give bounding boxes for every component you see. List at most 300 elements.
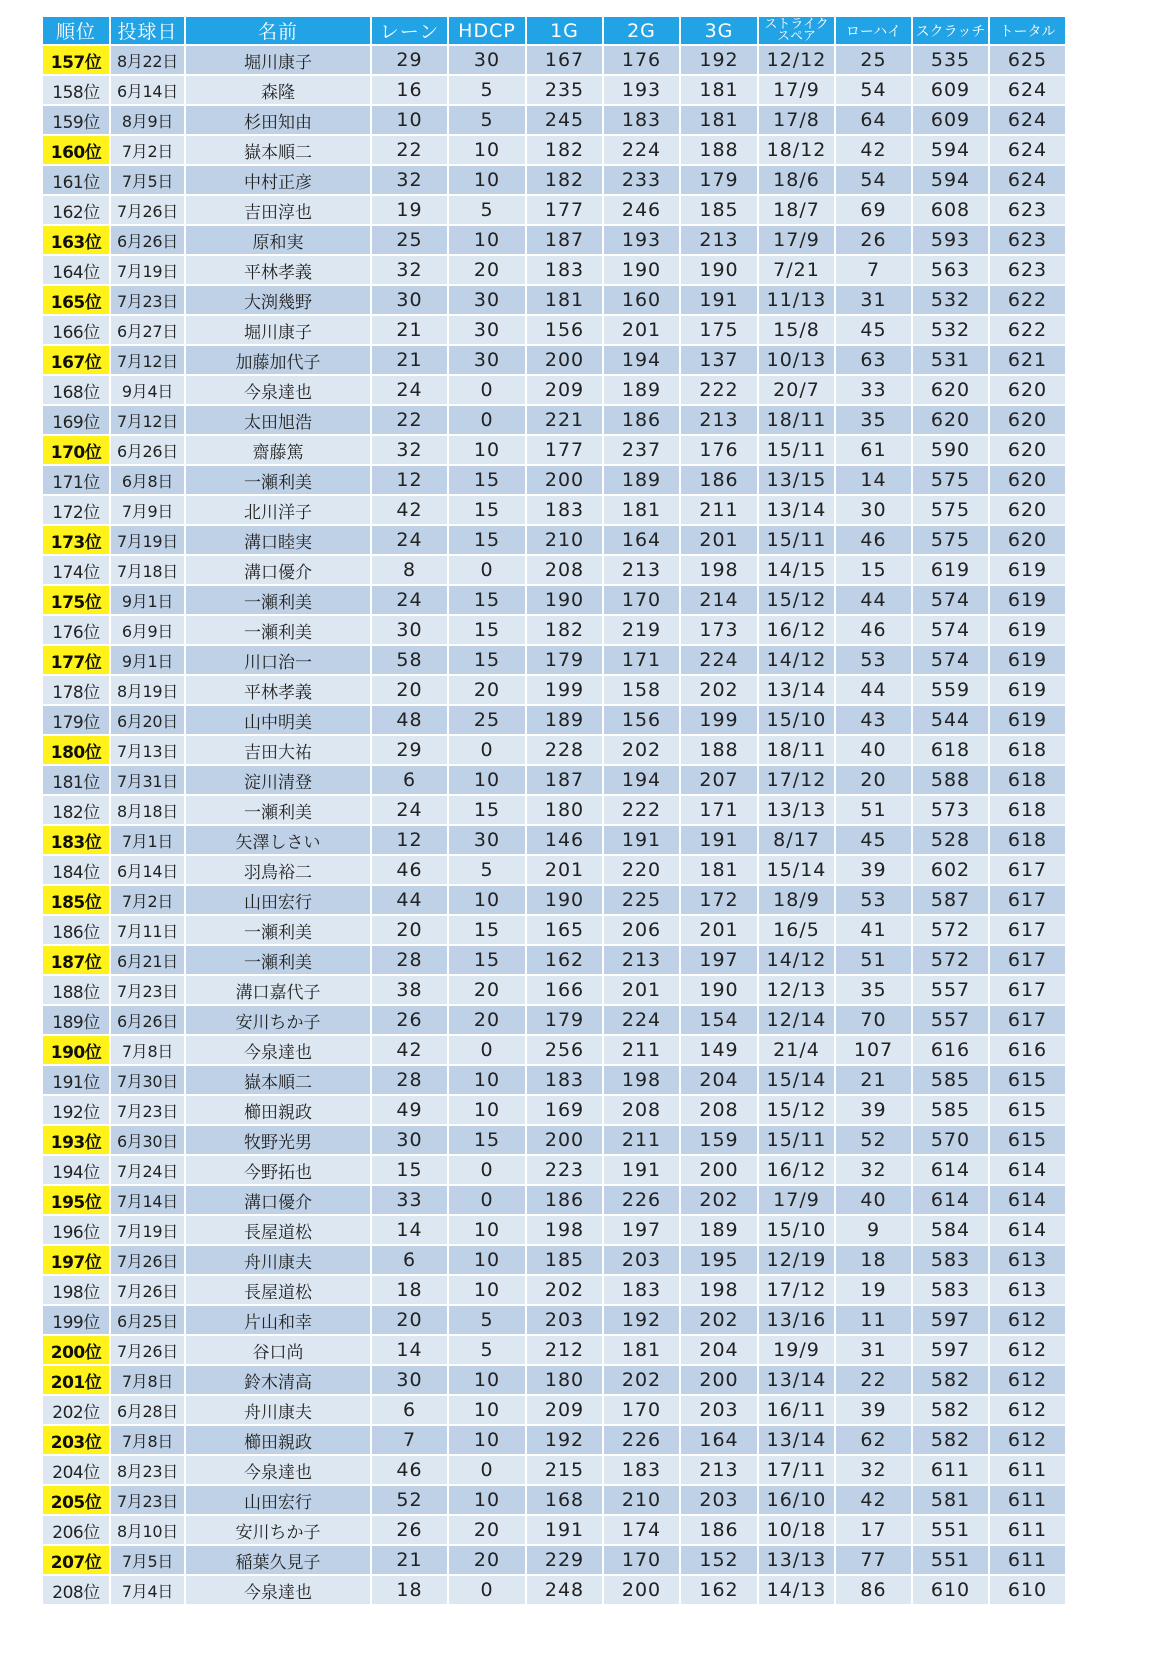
game2-cell: 181 (603, 495, 680, 525)
lane-cell: 32 (371, 165, 448, 195)
game1-cell: 180 (526, 1365, 603, 1395)
scratch-cell: 614 (912, 1185, 989, 1215)
date-cell: 6月20日 (110, 705, 185, 735)
name-cell: 櫛田親政 (185, 1095, 371, 1125)
total-cell: 619 (989, 555, 1066, 585)
game3-cell: 171 (680, 795, 758, 825)
date-cell: 8月18日 (110, 795, 185, 825)
name-cell: 北川洋子 (185, 495, 371, 525)
table-row (43, 585, 1146, 615)
date-cell: 7月5日 (110, 1545, 185, 1575)
hdcp-cell: 10 (448, 885, 526, 915)
name-cell: 安川ちか子 (185, 1005, 371, 1035)
name-cell: 稲葉久見子 (185, 1545, 371, 1575)
date-cell: 7月1日 (110, 825, 185, 855)
game3-cell: 204 (680, 1335, 758, 1365)
date-cell: 7月2日 (110, 885, 185, 915)
rank-cell: 196位 (43, 1215, 110, 1245)
scratch-cell: 609 (912, 105, 989, 135)
rank-cell: 180位 (43, 735, 110, 765)
game2-cell: 176 (603, 45, 680, 75)
scratch-cell: 620 (912, 375, 989, 405)
hdcp-cell: 30 (448, 45, 526, 75)
name-cell: 今泉達也 (185, 375, 371, 405)
game3-cell: 204 (680, 1065, 758, 1095)
lowhigh-cell: 40 (835, 735, 912, 765)
name-cell: 杉田知由 (185, 105, 371, 135)
game3-cell: 191 (680, 285, 758, 315)
total-cell: 623 (989, 225, 1066, 255)
total-cell: 624 (989, 135, 1066, 165)
scratch-cell: 588 (912, 765, 989, 795)
game2-cell: 181 (603, 1335, 680, 1365)
table-row (43, 915, 1146, 945)
game2-cell: 170 (603, 585, 680, 615)
name-cell: 山田宏行 (185, 885, 371, 915)
date-cell: 7月12日 (110, 405, 185, 435)
date-cell: 7月19日 (110, 1215, 185, 1245)
lane-cell: 42 (371, 495, 448, 525)
hdcp-cell: 15 (448, 915, 526, 945)
strike-spare-cell: 17/11 (758, 1455, 835, 1485)
total-cell: 611 (989, 1455, 1066, 1485)
name-cell: 平林孝義 (185, 255, 371, 285)
total-cell: 620 (989, 405, 1066, 435)
lowhigh-cell: 45 (835, 315, 912, 345)
rank-cell: 175位 (43, 585, 110, 615)
lowhigh-cell: 41 (835, 915, 912, 945)
date-cell: 6月30日 (110, 1125, 185, 1155)
strike-spare-cell: 15/11 (758, 435, 835, 465)
total-cell: 617 (989, 1005, 1066, 1035)
rank-cell: 195位 (43, 1185, 110, 1215)
total-cell: 612 (989, 1395, 1066, 1425)
game1-cell: 191 (526, 1515, 603, 1545)
table-row (43, 1545, 1146, 1575)
rank-cell: 192位 (43, 1095, 110, 1125)
name-cell: 嶽本順二 (185, 135, 371, 165)
strike-spare-cell: 18/12 (758, 135, 835, 165)
game1-cell: 256 (526, 1035, 603, 1065)
table-row (43, 555, 1146, 585)
lowhigh-cell: 14 (835, 465, 912, 495)
game3-cell: 190 (680, 255, 758, 285)
rank-cell: 171位 (43, 465, 110, 495)
hdcp-cell: 0 (448, 735, 526, 765)
total-cell: 614 (989, 1155, 1066, 1185)
table-row (43, 1365, 1146, 1395)
hdcp-cell: 15 (448, 795, 526, 825)
lane-cell: 8 (371, 555, 448, 585)
table-row (43, 1215, 1146, 1245)
name-cell: 嶽本順二 (185, 1065, 371, 1095)
game3-cell: 202 (680, 1305, 758, 1335)
lane-cell: 7 (371, 1425, 448, 1455)
hdcp-cell: 10 (448, 1065, 526, 1095)
table-row (43, 345, 1146, 375)
strike-spare-cell: 17/8 (758, 105, 835, 135)
game3-cell: 191 (680, 825, 758, 855)
game3-cell: 188 (680, 735, 758, 765)
table-row (43, 1125, 1146, 1155)
game3-cell: 207 (680, 765, 758, 795)
date-cell: 6月26日 (110, 225, 185, 255)
lowhigh-cell: 39 (835, 1395, 912, 1425)
strike-spare-cell: 16/5 (758, 915, 835, 945)
date-cell: 7月8日 (110, 1425, 185, 1455)
strike-spare-cell: 15/11 (758, 525, 835, 555)
game3-cell: 152 (680, 1545, 758, 1575)
date-cell: 7月26日 (110, 1335, 185, 1365)
hdcp-cell: 5 (448, 1335, 526, 1365)
rank-cell: 194位 (43, 1155, 110, 1185)
rank-cell: 188位 (43, 975, 110, 1005)
game2-cell: 193 (603, 75, 680, 105)
lane-cell: 28 (371, 945, 448, 975)
lane-cell: 20 (371, 1305, 448, 1335)
table-row (43, 615, 1146, 645)
date-cell: 6月26日 (110, 435, 185, 465)
game1-cell: 187 (526, 225, 603, 255)
rank-cell: 172位 (43, 495, 110, 525)
rank-cell: 157位 (43, 45, 110, 75)
scratch-cell: 559 (912, 675, 989, 705)
game2-cell: 186 (603, 405, 680, 435)
rank-cell: 205位 (43, 1485, 110, 1515)
game3-cell: 186 (680, 1515, 758, 1545)
lowhigh-cell: 51 (835, 795, 912, 825)
scratch-cell: 597 (912, 1335, 989, 1365)
game3-cell: 189 (680, 1215, 758, 1245)
hdcp-cell: 5 (448, 855, 526, 885)
header-scratch: スクラッチ (912, 17, 989, 45)
scratch-cell: 557 (912, 975, 989, 1005)
game1-cell: 229 (526, 1545, 603, 1575)
table-row (43, 285, 1146, 315)
name-cell: 安川ちか子 (185, 1515, 371, 1545)
game2-cell: 200 (603, 1575, 680, 1605)
date-cell: 8月22日 (110, 45, 185, 75)
total-cell: 611 (989, 1515, 1066, 1545)
game2-cell: 226 (603, 1185, 680, 1215)
game2-cell: 190 (603, 255, 680, 285)
strike-spare-cell: 21/4 (758, 1035, 835, 1065)
lowhigh-cell: 61 (835, 435, 912, 465)
hdcp-cell: 10 (448, 1365, 526, 1395)
lowhigh-cell: 11 (835, 1305, 912, 1335)
total-cell: 620 (989, 525, 1066, 555)
game1-cell: 183 (526, 1065, 603, 1095)
table-row (43, 1095, 1146, 1125)
header-date: 投球日 (110, 17, 185, 45)
table-row (43, 405, 1146, 435)
scratch-cell: 602 (912, 855, 989, 885)
lane-cell: 52 (371, 1485, 448, 1515)
scratch-cell: 572 (912, 945, 989, 975)
game1-cell: 198 (526, 1215, 603, 1245)
date-cell: 7月5日 (110, 165, 185, 195)
game1-cell: 203 (526, 1305, 603, 1335)
total-cell: 617 (989, 885, 1066, 915)
rank-cell: 183位 (43, 825, 110, 855)
game3-cell: 137 (680, 345, 758, 375)
game2-cell: 225 (603, 885, 680, 915)
name-cell: 今泉達也 (185, 1455, 371, 1485)
lane-cell: 16 (371, 75, 448, 105)
hdcp-cell: 10 (448, 1395, 526, 1425)
game1-cell: 156 (526, 315, 603, 345)
strike-spare-cell: 18/11 (758, 735, 835, 765)
rank-cell: 179位 (43, 705, 110, 735)
strike-spare-cell: 18/6 (758, 165, 835, 195)
rank-cell: 160位 (43, 135, 110, 165)
hdcp-cell: 10 (448, 1095, 526, 1125)
game1-cell: 221 (526, 405, 603, 435)
scratch-cell: 581 (912, 1485, 989, 1515)
lane-cell: 30 (371, 1125, 448, 1155)
scratch-cell: 575 (912, 465, 989, 495)
hdcp-cell: 15 (448, 495, 526, 525)
scratch-cell: 570 (912, 1125, 989, 1155)
rank-cell: 184位 (43, 855, 110, 885)
scratch-cell: 587 (912, 885, 989, 915)
total-cell: 617 (989, 975, 1066, 1005)
game2-cell: 213 (603, 945, 680, 975)
game3-cell: 197 (680, 945, 758, 975)
game3-cell: 175 (680, 315, 758, 345)
scratch-cell: 563 (912, 255, 989, 285)
game1-cell: 228 (526, 735, 603, 765)
hdcp-cell: 10 (448, 1215, 526, 1245)
game2-cell: 198 (603, 1065, 680, 1095)
name-cell: 一瀬利美 (185, 795, 371, 825)
date-cell: 7月9日 (110, 495, 185, 525)
lane-cell: 24 (371, 795, 448, 825)
strike-spare-cell: 12/19 (758, 1245, 835, 1275)
strike-spare-cell: 20/7 (758, 375, 835, 405)
game1-cell: 199 (526, 675, 603, 705)
game1-cell: 183 (526, 495, 603, 525)
game2-cell: 219 (603, 615, 680, 645)
scratch-cell: 551 (912, 1515, 989, 1545)
game1-cell: 209 (526, 375, 603, 405)
strike-spare-cell: 12/13 (758, 975, 835, 1005)
strike-spare-cell: 13/14 (758, 495, 835, 525)
lowhigh-cell: 64 (835, 105, 912, 135)
game3-cell: 203 (680, 1485, 758, 1515)
header-game3: 3G (680, 17, 758, 45)
scratch-cell: 611 (912, 1455, 989, 1485)
lane-cell: 32 (371, 435, 448, 465)
date-cell: 7月11日 (110, 915, 185, 945)
rank-cell: 173位 (43, 525, 110, 555)
name-cell: 山中明美 (185, 705, 371, 735)
hdcp-cell: 20 (448, 675, 526, 705)
hdcp-cell: 25 (448, 705, 526, 735)
game2-cell: 213 (603, 555, 680, 585)
game2-cell: 203 (603, 1245, 680, 1275)
lowhigh-cell: 70 (835, 1005, 912, 1035)
date-cell: 7月2日 (110, 135, 185, 165)
strike-spare-cell: 13/15 (758, 465, 835, 495)
table-row (43, 435, 1146, 465)
game3-cell: 211 (680, 495, 758, 525)
game1-cell: 202 (526, 1275, 603, 1305)
table-row (43, 1575, 1146, 1605)
rank-cell: 199位 (43, 1305, 110, 1335)
date-cell: 6月25日 (110, 1305, 185, 1335)
hdcp-cell: 15 (448, 1125, 526, 1155)
name-cell: 加藤加代子 (185, 345, 371, 375)
game2-cell: 183 (603, 1455, 680, 1485)
name-cell: 淀川清登 (185, 765, 371, 795)
game1-cell: 146 (526, 825, 603, 855)
name-cell: 一瀬利美 (185, 465, 371, 495)
lowhigh-cell: 32 (835, 1455, 912, 1485)
rank-cell: 163位 (43, 225, 110, 255)
game3-cell: 159 (680, 1125, 758, 1155)
total-cell: 613 (989, 1275, 1066, 1305)
lowhigh-cell: 19 (835, 1275, 912, 1305)
header-strike-label: ストライク (764, 17, 829, 32)
rank-cell: 186位 (43, 915, 110, 945)
hdcp-cell: 30 (448, 345, 526, 375)
game1-cell: 165 (526, 915, 603, 945)
lane-cell: 33 (371, 1185, 448, 1215)
total-cell: 617 (989, 855, 1066, 885)
strike-spare-cell: 16/10 (758, 1485, 835, 1515)
game3-cell: 198 (680, 555, 758, 585)
lowhigh-cell: 33 (835, 375, 912, 405)
lowhigh-cell: 42 (835, 1485, 912, 1515)
strike-spare-cell: 18/7 (758, 195, 835, 225)
total-cell: 623 (989, 195, 1066, 225)
date-cell: 6月26日 (110, 1005, 185, 1035)
game1-cell: 166 (526, 975, 603, 1005)
header-lowhigh: ローハイ (835, 17, 912, 45)
total-cell: 614 (989, 1215, 1066, 1245)
strike-spare-cell: 15/10 (758, 1215, 835, 1245)
strike-spare-cell: 13/14 (758, 1365, 835, 1395)
date-cell: 6月14日 (110, 855, 185, 885)
total-cell: 624 (989, 75, 1066, 105)
name-cell: 溝口優介 (185, 1185, 371, 1215)
total-cell: 615 (989, 1095, 1066, 1125)
strike-spare-cell: 10/13 (758, 345, 835, 375)
total-cell: 610 (989, 1575, 1066, 1605)
hdcp-cell: 10 (448, 1425, 526, 1455)
date-cell: 8月23日 (110, 1455, 185, 1485)
lowhigh-cell: 25 (835, 45, 912, 75)
header-lane: レーン (371, 17, 448, 45)
lowhigh-cell: 39 (835, 855, 912, 885)
lowhigh-cell: 31 (835, 285, 912, 315)
lowhigh-cell: 40 (835, 1185, 912, 1215)
table-row (43, 1275, 1146, 1305)
scratch-cell: 575 (912, 525, 989, 555)
game2-cell: 192 (603, 1305, 680, 1335)
game2-cell: 201 (603, 315, 680, 345)
rank-cell: 197位 (43, 1245, 110, 1275)
total-cell: 616 (989, 1035, 1066, 1065)
rank-cell: 176位 (43, 615, 110, 645)
game1-cell: 182 (526, 165, 603, 195)
total-cell: 612 (989, 1425, 1066, 1455)
hdcp-cell: 30 (448, 285, 526, 315)
name-cell: 一瀬利美 (185, 585, 371, 615)
game3-cell: 149 (680, 1035, 758, 1065)
rank-cell: 181位 (43, 765, 110, 795)
total-cell: 624 (989, 165, 1066, 195)
total-cell: 625 (989, 45, 1066, 75)
game1-cell: 182 (526, 135, 603, 165)
strike-spare-cell: 16/12 (758, 1155, 835, 1185)
lane-cell: 6 (371, 1245, 448, 1275)
game1-cell: 187 (526, 765, 603, 795)
lane-cell: 46 (371, 1455, 448, 1485)
rank-cell: 191位 (43, 1065, 110, 1095)
hdcp-cell: 30 (448, 315, 526, 345)
game2-cell: 202 (603, 735, 680, 765)
game3-cell: 213 (680, 405, 758, 435)
scratch-cell: 618 (912, 735, 989, 765)
game3-cell: 181 (680, 105, 758, 135)
game2-cell: 211 (603, 1125, 680, 1155)
name-cell: 長屋道松 (185, 1215, 371, 1245)
rank-cell: 201位 (43, 1365, 110, 1395)
lane-cell: 42 (371, 1035, 448, 1065)
hdcp-cell: 0 (448, 1575, 526, 1605)
lowhigh-cell: 31 (835, 1335, 912, 1365)
scratch-cell: 544 (912, 705, 989, 735)
scratch-cell: 590 (912, 435, 989, 465)
lowhigh-cell: 17 (835, 1515, 912, 1545)
hdcp-cell: 10 (448, 765, 526, 795)
hdcp-cell: 0 (448, 1035, 526, 1065)
table-row (43, 675, 1146, 705)
date-cell: 7月23日 (110, 1095, 185, 1125)
total-cell: 620 (989, 435, 1066, 465)
hdcp-cell: 5 (448, 1305, 526, 1335)
rank-cell: 200位 (43, 1335, 110, 1365)
date-cell: 6月27日 (110, 315, 185, 345)
scratch-cell: 532 (912, 315, 989, 345)
game2-cell: 194 (603, 765, 680, 795)
hdcp-cell: 20 (448, 975, 526, 1005)
date-cell: 8月10日 (110, 1515, 185, 1545)
game2-cell: 170 (603, 1395, 680, 1425)
total-cell: 619 (989, 615, 1066, 645)
rank-cell: 202位 (43, 1395, 110, 1425)
name-cell: 羽鳥裕二 (185, 855, 371, 885)
name-cell: 今野拓也 (185, 1155, 371, 1185)
lane-cell: 30 (371, 615, 448, 645)
hdcp-cell: 20 (448, 1515, 526, 1545)
lane-cell: 26 (371, 1515, 448, 1545)
table-row (43, 1155, 1146, 1185)
date-cell: 6月8日 (110, 465, 185, 495)
lowhigh-cell: 51 (835, 945, 912, 975)
date-cell: 7月24日 (110, 1155, 185, 1185)
game1-cell: 235 (526, 75, 603, 105)
date-cell: 7月19日 (110, 525, 185, 555)
hdcp-cell: 10 (448, 435, 526, 465)
total-cell: 620 (989, 375, 1066, 405)
hdcp-cell: 30 (448, 825, 526, 855)
game2-cell: 208 (603, 1095, 680, 1125)
game1-cell: 181 (526, 285, 603, 315)
hdcp-cell: 15 (448, 945, 526, 975)
